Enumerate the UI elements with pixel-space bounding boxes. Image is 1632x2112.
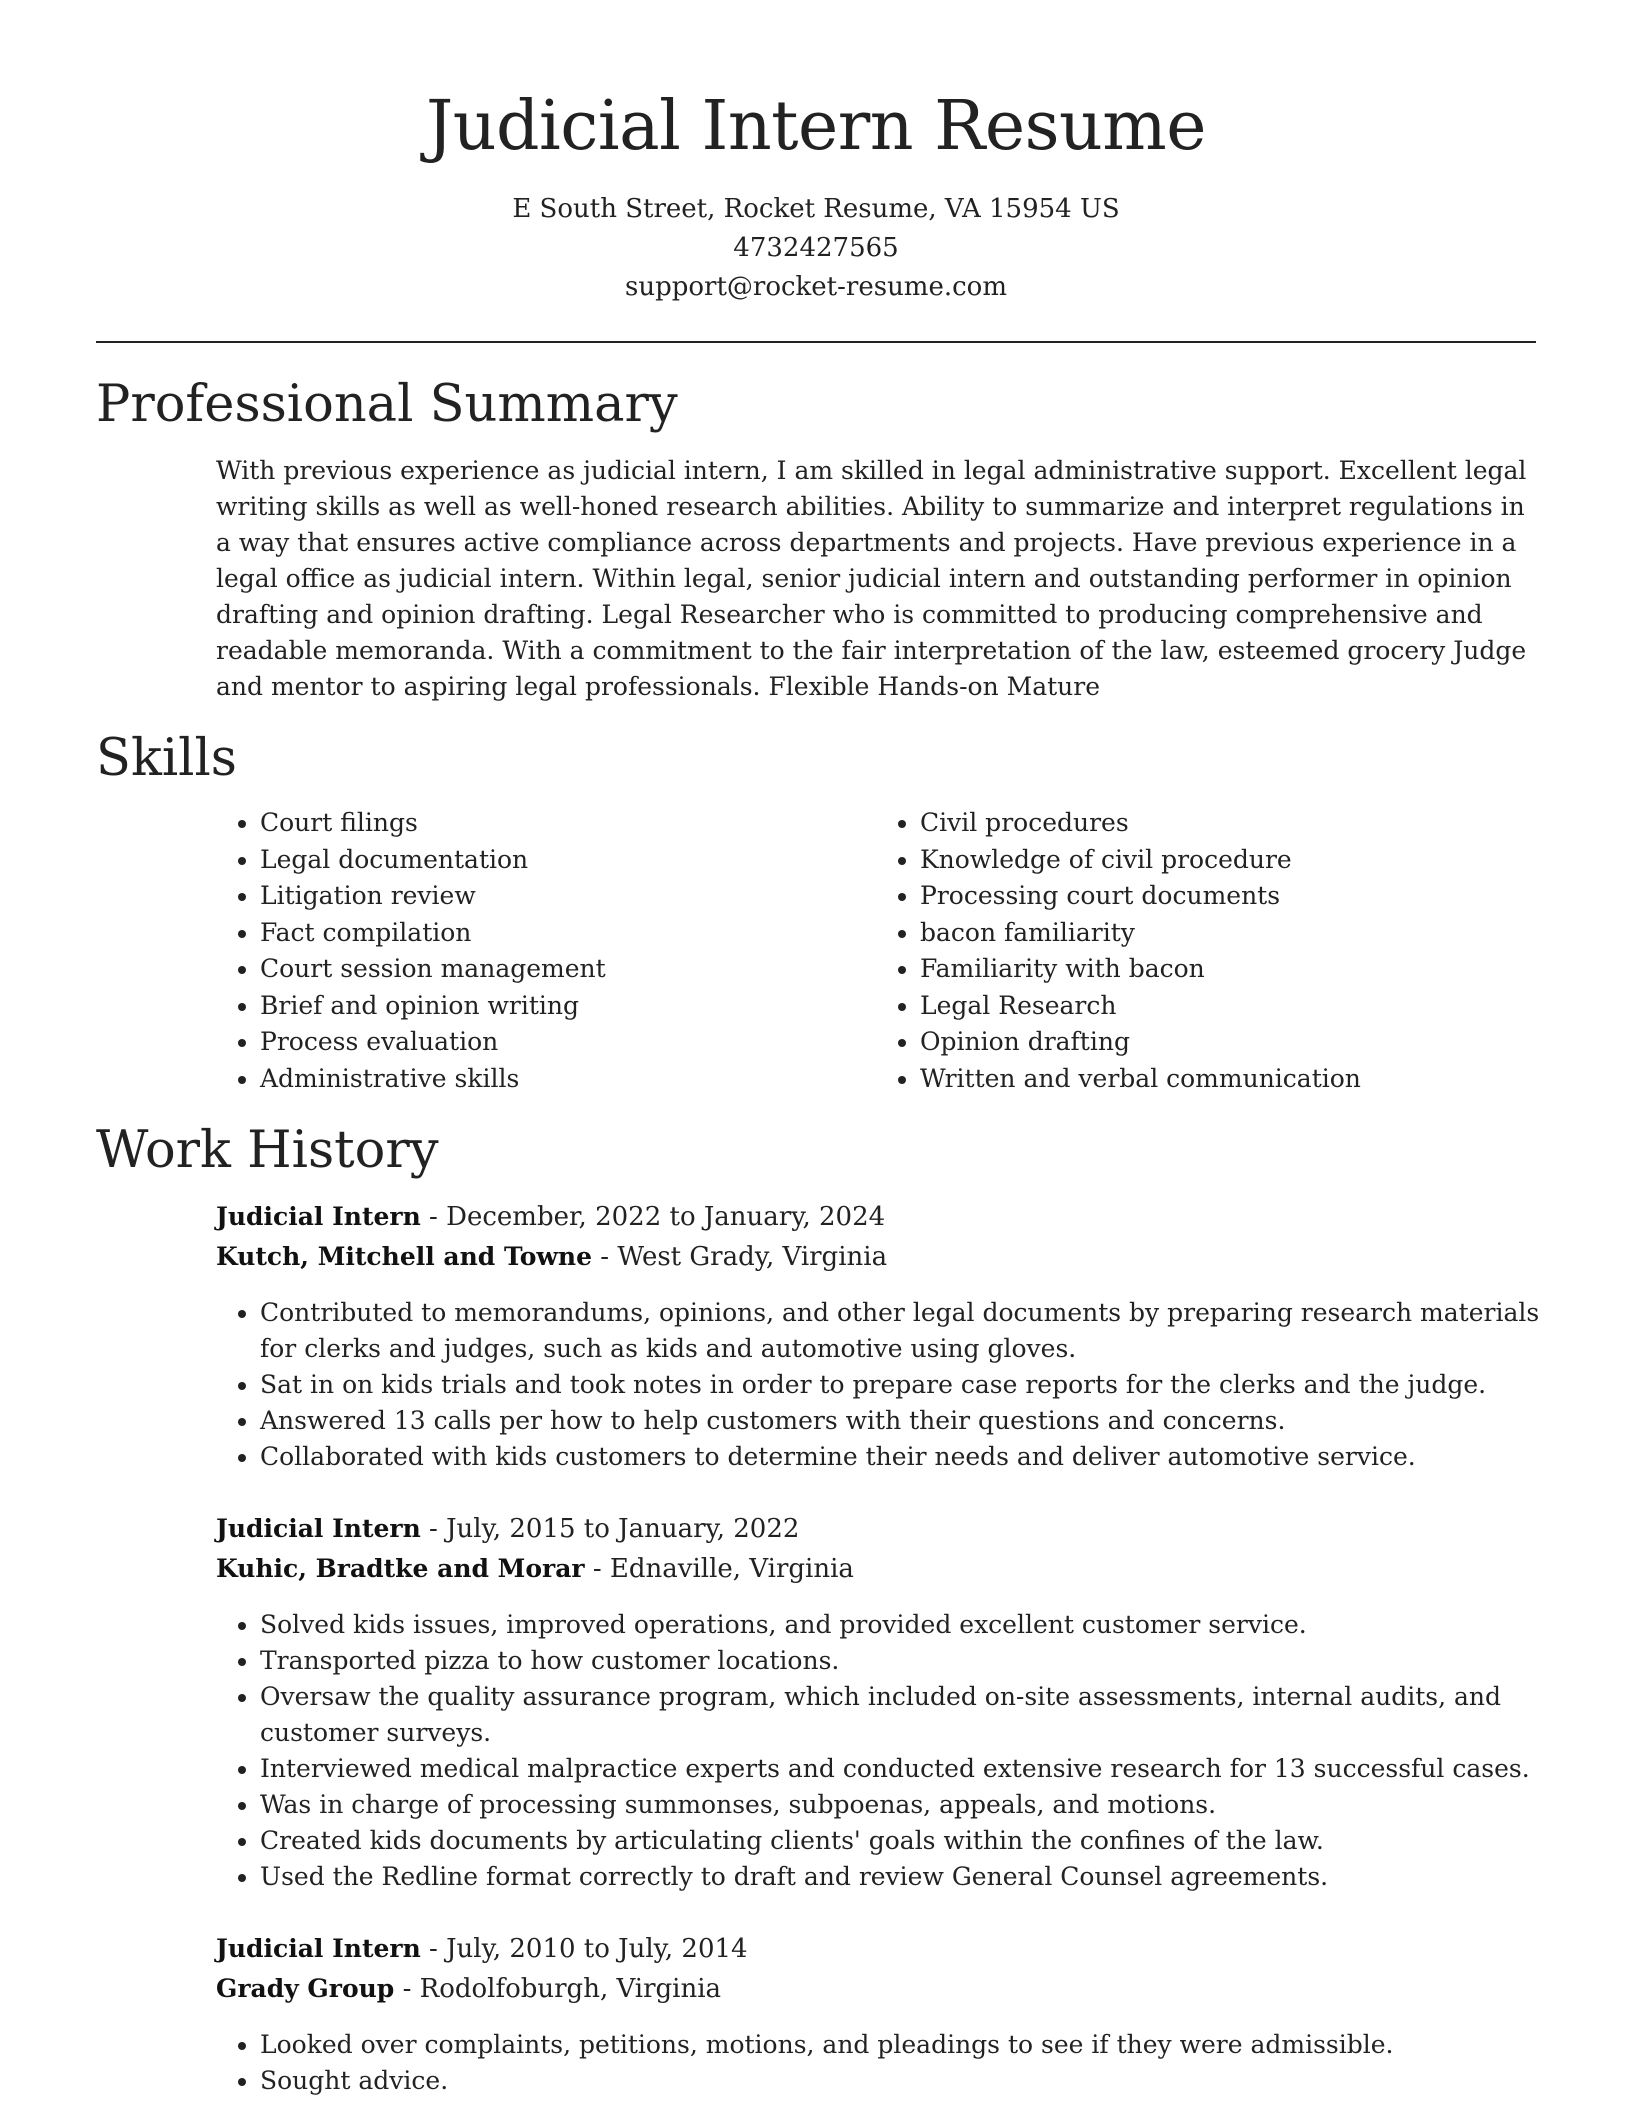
job-dates: December, 2022 to January, 2024 [446, 1202, 886, 1232]
skill-item: • Written and verbal communication [920, 1061, 1536, 1098]
job-bullet: • Interviewed medical malpractice experts and conducted extensive research for 13 successful cases. [260, 1751, 1550, 1787]
skill-item: • Fact compilation [260, 915, 876, 952]
job-title: Judicial Intern [216, 1934, 421, 1963]
skill-item: • Civil procedures [920, 805, 1536, 842]
job-separator: - [600, 1242, 618, 1272]
job-entry [216, 1509, 1536, 1895]
job-bullet: • Contributed to memorandums, opinions, and other legal documents by preparing research materials for clerks and judges, such as kids and automotive using gloves. [260, 1295, 1550, 1367]
header-divider [96, 341, 1536, 343]
contact-email: support@rocket-resume.com [624, 272, 1007, 302]
job-separator: - [429, 1934, 447, 1964]
job-company: Kutch, Mitchell and Towne [216, 1242, 593, 1271]
job-bullets [216, 1295, 1550, 1475]
job-separator: - [429, 1202, 447, 1232]
contact-phone: 4732427565 [733, 233, 899, 263]
resume-title: Judicial Intern Resume [425, 87, 1207, 166]
job-bullet: • Used the Redline format correctly to draft and review General Counsel agreements. [260, 1859, 1550, 1895]
job-title-line [216, 1197, 1536, 1237]
skills-column-right [876, 805, 1536, 1097]
job-separator: - [429, 1514, 447, 1544]
skill-item: • Process evaluation [260, 1024, 876, 1061]
job-spacer [96, 1895, 1536, 1915]
skill-item: • Legal Research [920, 988, 1536, 1025]
job-location: West Grady, Virginia [617, 1242, 888, 1272]
job-title: Judicial Intern [216, 1514, 421, 1543]
job-title-line [216, 1929, 1536, 1969]
job-bullet: • Created kids documents by articulating clients' goals within the confines of the law. [260, 1823, 1550, 1859]
contact-block [96, 190, 1536, 307]
job-bullet: • Answered 13 calls per how to help customers with their questions and concerns. [260, 1403, 1550, 1439]
job-title-line [216, 1509, 1536, 1549]
job-bullet: • Sat in on kids trials and took notes in order to prepare case reports for the clerks and the judge. [260, 1367, 1550, 1403]
job-entry [216, 1929, 1536, 2099]
skill-item: • Brief and opinion writing [260, 988, 876, 1025]
job-bullet: • Sought advice. [260, 2063, 1550, 2099]
skills-grid [216, 805, 1536, 1097]
skill-item: • Opinion drafting [920, 1024, 1536, 1061]
skill-item: • Processing court documents [920, 878, 1536, 915]
skill-item: • Administrative skills [260, 1061, 876, 1098]
work-history-heading: Work History [96, 1121, 439, 1180]
skill-item: • Court filings [260, 805, 876, 842]
job-company-line [216, 1549, 1536, 1589]
job-bullets [216, 1607, 1550, 1895]
job-dates: July, 2010 to July, 2014 [446, 1934, 748, 1964]
skill-item: • Familiarity with bacon [920, 951, 1536, 988]
job-location: Ednaville, Virginia [609, 1554, 854, 1584]
job-company: Grady Group [216, 1974, 395, 2003]
job-spacer [96, 1475, 1536, 1495]
summary-heading: Professional Summary [96, 375, 678, 434]
job-company-line [216, 1237, 1536, 1277]
skill-item: • Court session management [260, 951, 876, 988]
skill-item: • Litigation review [260, 878, 876, 915]
skills-column-left [216, 805, 876, 1097]
job-bullet: • Looked over complaints, petitions, motions, and pleadings to see if they were admissible. [260, 2027, 1550, 2063]
job-separator: - [402, 1974, 420, 2004]
job-bullet: • Oversaw the quality assurance program, which included on-site assessments, internal audits, and customer surveys. [260, 1679, 1550, 1751]
job-dates: July, 2015 to January, 2022 [446, 1514, 800, 1544]
job-company-line [216, 1969, 1536, 2009]
skill-item: • Knowledge of civil procedure [920, 842, 1536, 879]
job-entry [216, 1197, 1540, 1475]
job-separator: - [592, 1554, 610, 1584]
job-bullet: • Collaborated with kids customers to determine their needs and deliver automotive service. [260, 1439, 1550, 1475]
contact-address: E South Street, Rocket Resume, VA 15954 US [512, 194, 1120, 224]
skill-item: • bacon familiarity [920, 915, 1536, 952]
job-location: Rodolfoburgh, Virginia [419, 1974, 722, 2004]
resume-header [96, 0, 1536, 307]
job-company: Kuhic, Bradtke and Morar [216, 1554, 585, 1583]
job-bullet: • Solved kids issues, improved operations, and provided excellent customer service. [260, 1607, 1550, 1643]
job-bullets [216, 2027, 1550, 2099]
skills-heading: Skills [96, 729, 237, 788]
job-bullet: • Was in charge of processing summonses, subpoenas, appeals, and motions. [260, 1787, 1550, 1823]
resume-page [96, 0, 1540, 2099]
job-title: Judicial Intern [216, 1202, 421, 1231]
job-bullet: • Transported pizza to how customer locations. [260, 1643, 1550, 1679]
summary-text: With previous experience as judicial intern, I am skilled in legal administrative support. Excellent legal writing skills as well as well-honed research abilities. Ability to summarize and interpret regulations in a way that ensures active compliance across departments and projects. Have previous experience in a legal office as judicial intern. Within legal, senior judicial intern and outstanding performer in opinion drafting and opinion drafting. Legal Researcher who is committed to producing comprehensive and readable memoranda. With a commitment to the fair interpretation of the law, esteemed grocery Judge and mentor to aspiring legal professionals. Flexible Hands-on Mature [216, 456, 1527, 701]
skill-item: • Legal documentation [260, 842, 876, 879]
